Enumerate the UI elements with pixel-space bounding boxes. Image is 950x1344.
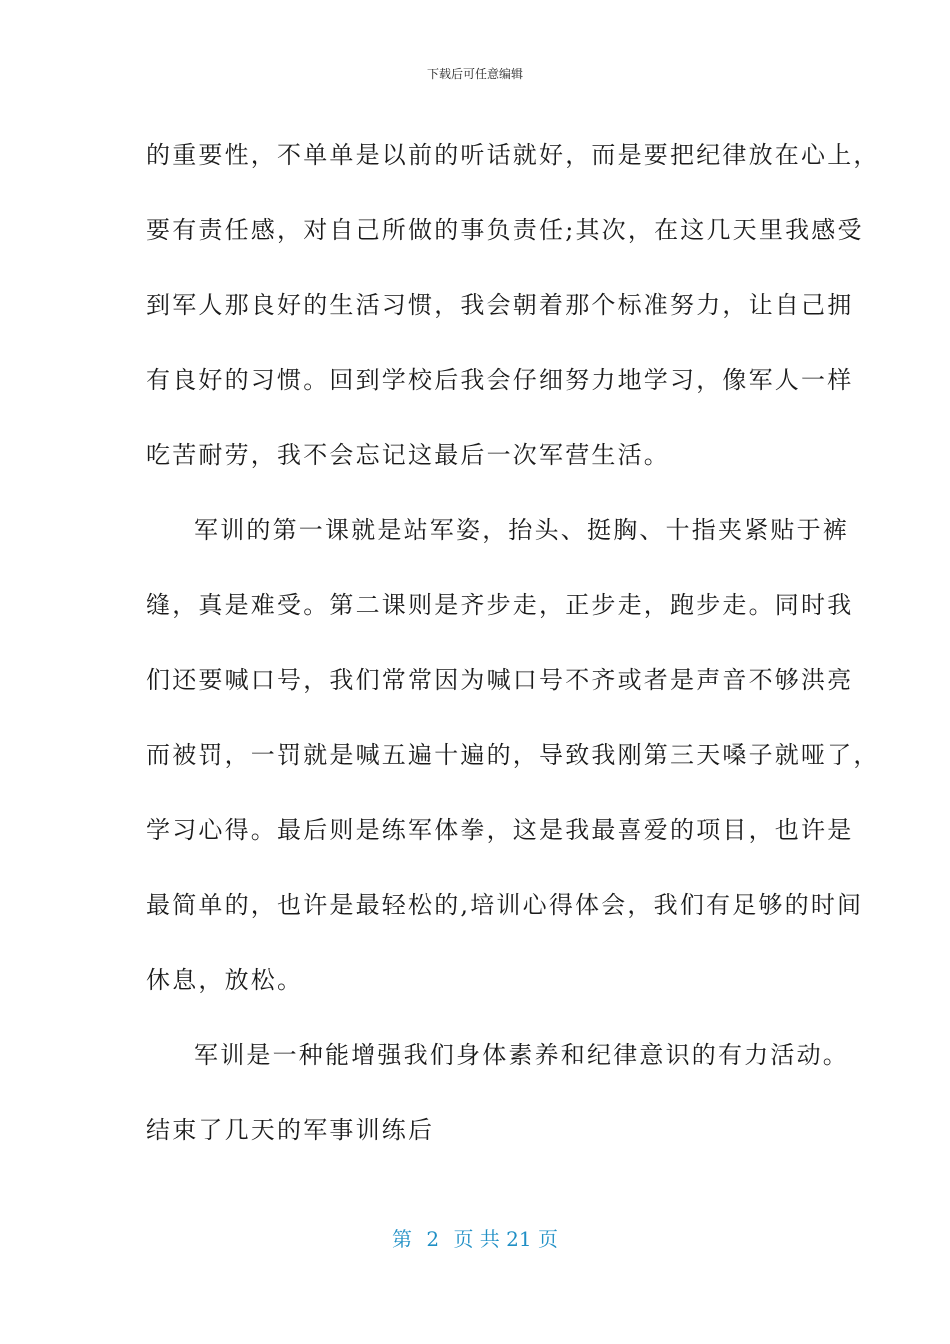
text-line: 结束了几天的军事训练后: [146, 1116, 435, 1144]
text-line: 的重要性，不单单是以前的听话就好，而是要把纪律放在心上，: [146, 141, 880, 169]
text-line: 最简单的，也许是最轻松的,培训心得体会，我们有足够的时间: [146, 891, 864, 919]
current-page-number: 2: [426, 1227, 440, 1251]
body-text: [146, 118, 880, 1168]
text-line: 休息，放松。: [146, 966, 304, 994]
footer-prefix: 第: [392, 1227, 412, 1251]
text-line: 军训的第一课就是站军姿，抬头、挺胸、十指夹紧贴于裤: [194, 516, 849, 544]
page-footer: [0, 1226, 950, 1252]
footer-suffix: 页: [537, 1227, 558, 1251]
text-line: 缝，真是难受。第二课则是齐步走，正步走，跑步走。同时我: [146, 591, 854, 619]
text-line: 到军人那良好的生活习惯，我会朝着那个标准努力，让自己拥: [146, 291, 854, 319]
text-line: 要有责任感，对自己所做的事负责任;其次，在这几天里我感受: [146, 216, 864, 244]
text-line: 们还要喊口号，我们常常因为喊口号不齐或者是声音不够洪亮: [146, 666, 854, 694]
text-line: 学习心得。最后则是练军体拳，这是我最喜爱的项目，也许是: [146, 816, 854, 844]
text-line: 吃苦耐劳，我不会忘记这最后一次军营生活。: [146, 441, 670, 469]
total-pages-number: 21: [506, 1227, 532, 1251]
text-line: 而被罚，一罚就是喊五遍十遍的，导致我刚第三天嗓子就哑了，: [146, 741, 880, 769]
text-line: 军训是一种能增强我们身体素养和纪律意识的有力活动。: [194, 1041, 849, 1069]
footer-middle: 页 共: [453, 1227, 500, 1251]
text-line: 有良好的习惯。回到学校后我会仔细努力地学习，像军人一样: [146, 366, 854, 394]
page-header: 下载后可任意编辑: [426, 67, 523, 81]
